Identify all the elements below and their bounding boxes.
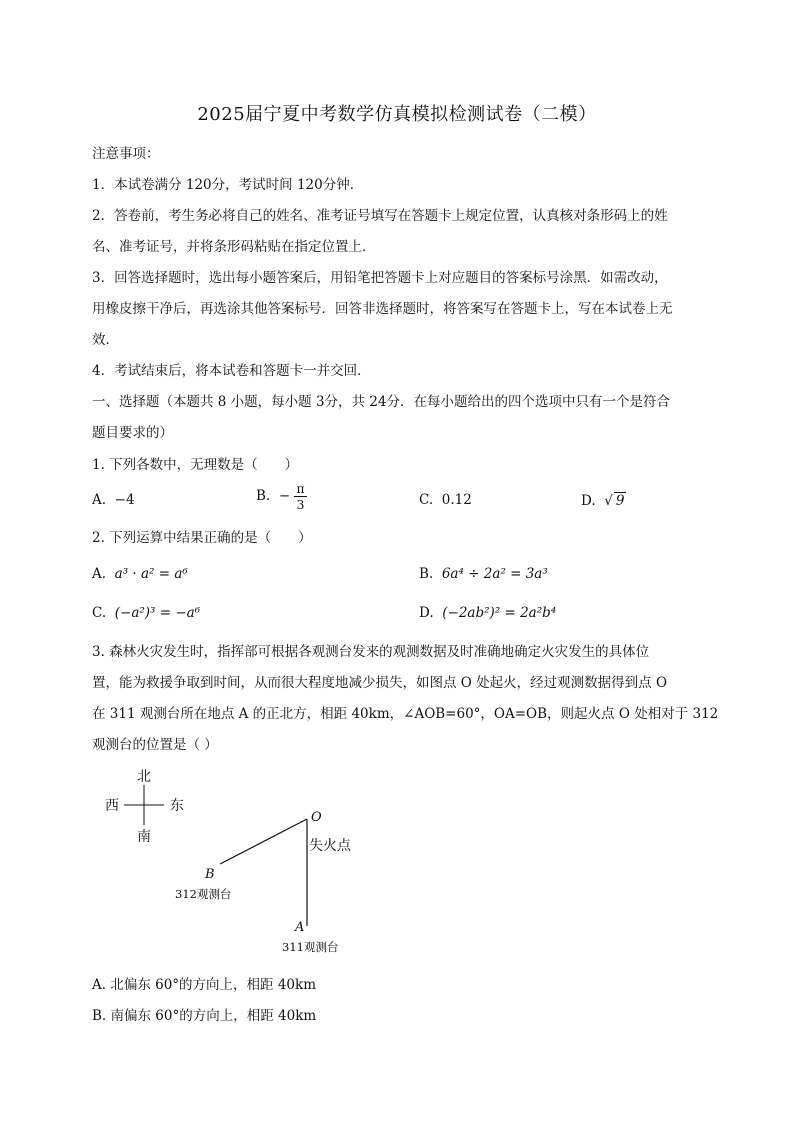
option-label: A. — [92, 566, 107, 582]
q3-option-a: A. 北偏东 60°的方向上，相距 40km — [92, 977, 317, 993]
fraction-numerator: π — [296, 481, 305, 496]
notice-line: 名、准考证号，并将条形码粘贴在指定位置上． — [92, 239, 376, 255]
q1-option-c — [419, 492, 472, 508]
q1-option-a — [92, 492, 135, 508]
q2-option-c — [92, 605, 200, 621]
q1-option-b — [256, 481, 307, 512]
compass-rose — [105, 769, 184, 845]
notice-line: 2．答卷前，考生务必将自己的姓名、准考证号填写在答题卡上规定位置，认真核对条形码上的姓 — [92, 208, 668, 224]
segment-ob — [220, 819, 307, 864]
option-label: C. — [92, 605, 107, 621]
option-label: B. — [256, 488, 271, 504]
option-value: −4 — [114, 492, 135, 508]
q1-stem: 1. 下列各数中，无理数是（ ） — [92, 457, 299, 473]
fire-point-label: 失火点 — [309, 838, 351, 854]
q3-stem-line: 观测台的位置是（ ） — [92, 737, 218, 753]
section-heading-cont: 题目要求的） — [92, 425, 173, 441]
station-311-label: 311观测台 — [282, 940, 339, 954]
notice-line: 用橡皮擦干净后，再选涂其他答案标号．回答非选择题时，将答案写在答题卡上，写在本试卷上无 — [92, 301, 673, 317]
q1-option-d — [581, 492, 626, 509]
q2-option-d — [419, 605, 556, 621]
radicand: 9 — [615, 493, 625, 509]
option-label: A. — [92, 492, 107, 508]
point-b-label: B — [205, 867, 215, 882]
radical-sign: √ — [604, 493, 613, 509]
option-label: D. — [419, 605, 434, 621]
option-expression: (−a²)³ = −a⁶ — [114, 605, 201, 621]
notice-heading: 注意事项： — [92, 146, 160, 162]
compass-east-label: 东 — [170, 798, 184, 814]
option-value: 0.12 — [441, 492, 472, 508]
q3-stem-line: 在 311 观测台所在地点 A 的正北方，相距 40km，∠AOB=60°，OA=OB，则起火点 O 处相对于 312 — [92, 706, 719, 722]
option-expression: a³ · a² = a⁶ — [114, 566, 188, 582]
fraction-denominator: 3 — [296, 497, 305, 512]
q3-option-b: B. 南偏东 60°的方向上，相距 40km — [92, 1008, 317, 1024]
station-312-label: 312观测台 — [175, 887, 232, 901]
page-title: 2025届宁夏中考数学仿真模拟检测试卷（二模） — [197, 104, 597, 125]
q2-option-b — [419, 566, 548, 582]
notice-line: 3．回答选择题时，选出每小题答案后，用铅笔把答题卡上对应题目的答案标号涂黑．如需改动， — [92, 270, 668, 286]
compass-south-label: 南 — [137, 829, 151, 845]
compass-west-label: 西 — [105, 798, 119, 814]
notice-line: 4．考试结束后，将本试卷和答题卡一并交回． — [92, 363, 371, 379]
option-expression: 6a⁴ ÷ 2a² = 3a³ — [441, 566, 548, 582]
q2-stem: 2. 下列运算中结果正确的是（ ） — [92, 530, 312, 546]
q2-option-a — [92, 566, 188, 582]
option-expression: (−2ab²)² = 2a²b⁴ — [442, 605, 557, 621]
q3-stem-line: 3. 森林火灾发生时，指挥部可根据各观测台发来的观测数据及时准确地确定火灾发生的具体位 — [92, 644, 650, 660]
option-label: D. — [581, 493, 596, 509]
compass-north-label: 北 — [137, 769, 151, 785]
q3-stem-line: 置，能为救援争取到时间，从而很大程度地减少损失，如图点 O 处起火，经过观测数据得到点 O — [92, 675, 668, 691]
q3-diagram — [90, 762, 380, 962]
section-heading: 一、选择题（本题共 8 小题，每小题 3分，共 24分．在每小题给出的四个选项中只有一个是符合 — [92, 394, 671, 410]
notice-line: 1．本试卷满分 120分，考试时间 120分钟． — [92, 177, 364, 193]
fraction — [294, 481, 306, 512]
notice-line: 效． — [92, 332, 119, 348]
option-sign: − — [278, 488, 291, 504]
option-label: C. — [419, 492, 434, 508]
point-a-label: A — [295, 920, 305, 935]
point-o-label: O — [311, 810, 322, 825]
option-label: B. — [419, 566, 434, 582]
